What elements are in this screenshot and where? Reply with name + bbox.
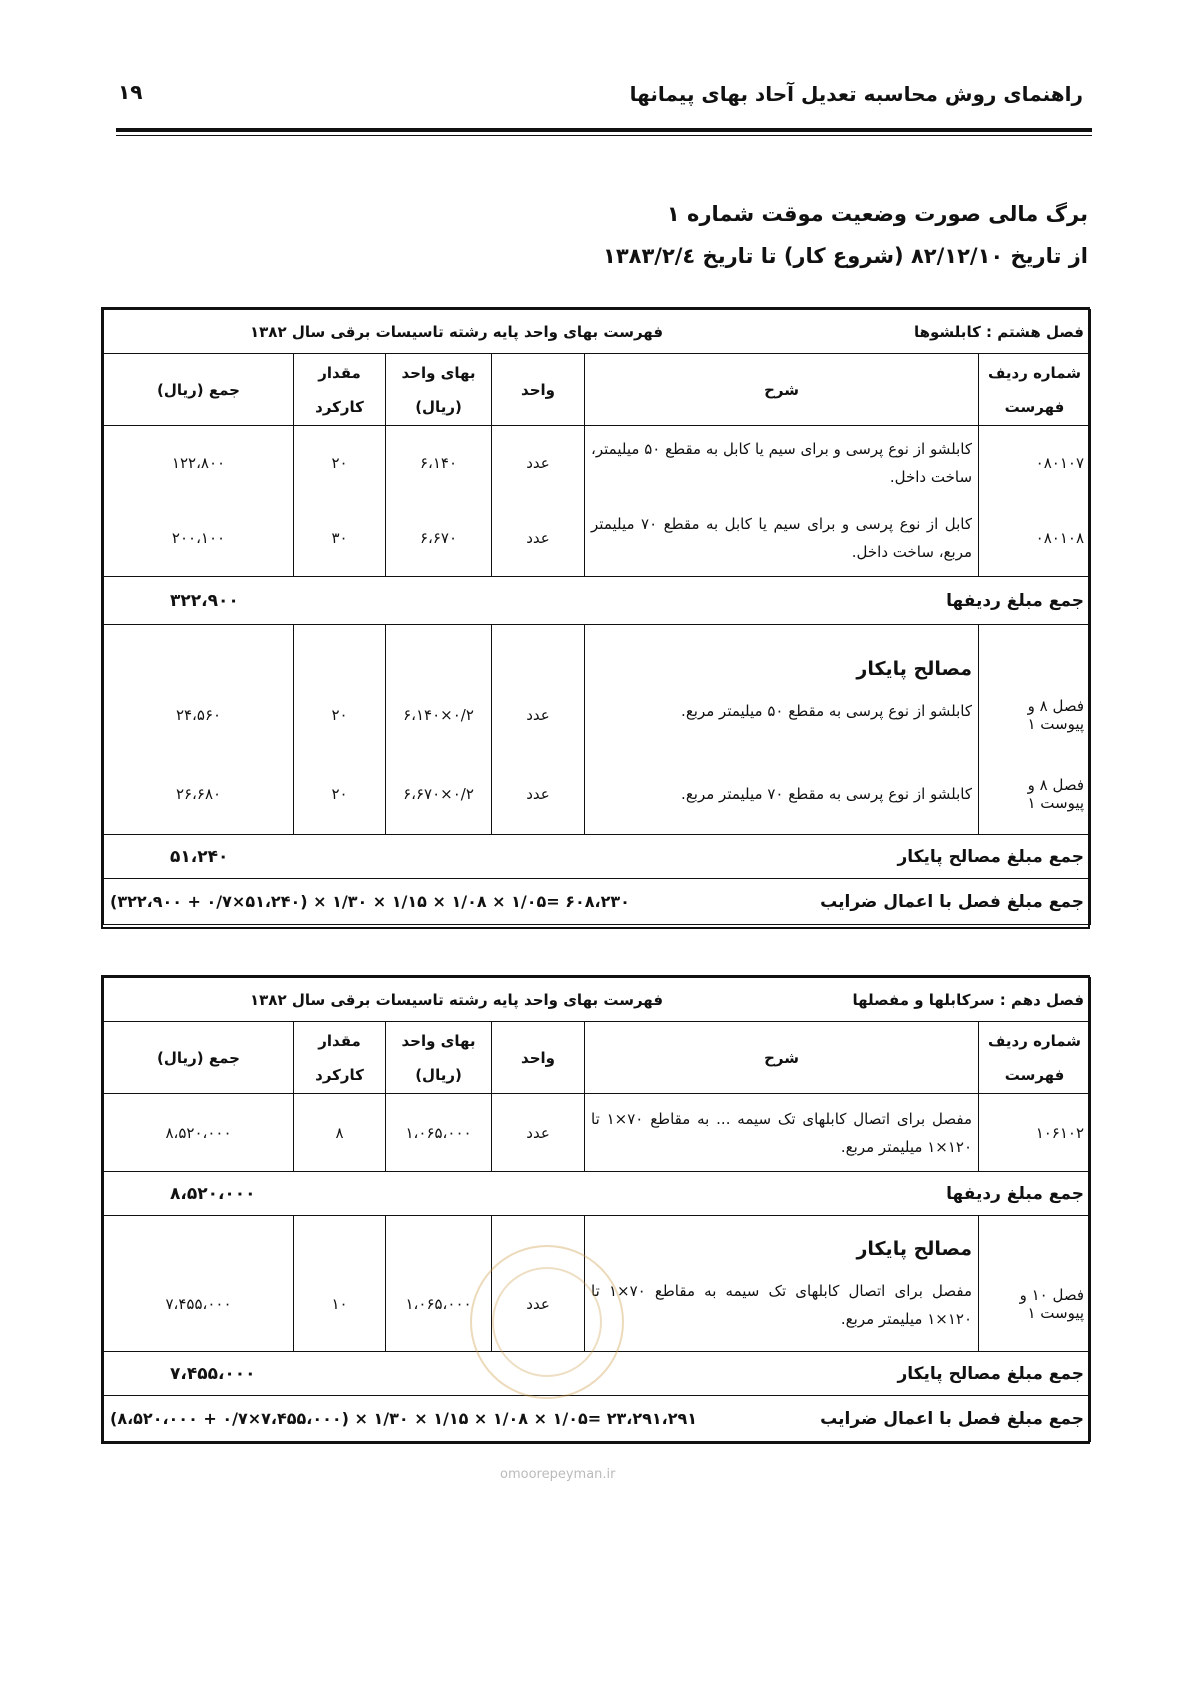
- cell-qty: ۳۰: [294, 501, 386, 577]
- sum-value: ۳۲۲،۹۰۰: [170, 590, 239, 611]
- cell-desc: [585, 1216, 979, 1352]
- table-row: [104, 426, 1091, 501]
- page-number: ۱۹: [118, 80, 143, 104]
- watermark-seal-icon: [470, 1245, 624, 1399]
- sum-row: [104, 577, 1091, 625]
- cell-desc: کابل از نوع پرسی و برای سیم یا کابل به مقطع ۷۰ میلیمتر مربع، ساخت داخل.: [585, 501, 979, 577]
- col-unit: واحد: [492, 354, 585, 426]
- materials-title: مصالح پایکار: [856, 657, 973, 680]
- cell-unit: عدد: [492, 1094, 585, 1172]
- chapter-header: [104, 310, 1091, 354]
- cell-price: ۱،۰۶۵،۰۰۰: [386, 1216, 492, 1352]
- col-total: جمع (ریال): [104, 354, 294, 426]
- cell-total: ۲۰۰،۱۰۰: [104, 501, 294, 577]
- cell-desc: مفصل برای اتصال کابلهای تک سیمه ... به مقاطع ۷۰×۱ تا ۱۲۰×۱ میلیمتر مربع.: [585, 1094, 979, 1172]
- sum-value: ۸،۵۲۰،۰۰۰: [170, 1183, 256, 1204]
- cell-row: فصل ۱۰ و پیوست ۱: [979, 1216, 1091, 1352]
- cell-row: فصل ۸ و پیوست ۱: [979, 625, 1091, 755]
- cell-qty: ۸: [294, 1094, 386, 1172]
- materials-sum-row: [104, 835, 1091, 879]
- sum-label: جمع مبلغ ردیفها: [946, 590, 1085, 611]
- col-price: بهای واحد (ریال): [386, 1022, 492, 1094]
- cell-price: ۶،۶۷۰: [386, 501, 492, 577]
- document-title: برگ مالی صورت وضعیت موقت شماره ۱: [666, 202, 1088, 226]
- cell-total: ۸،۵۲۰،۰۰۰: [104, 1094, 294, 1172]
- watermark-url: omoorepeyman.ir: [500, 1467, 616, 1482]
- adjusted-label: جمع مبلغ فصل با اعمال ضرایب: [820, 891, 1085, 912]
- cell-qty: ۱۰: [294, 1216, 386, 1352]
- cell-row: فصل ۸ و پیوست ۱: [979, 755, 1091, 835]
- adjusted-total-row: [104, 879, 1091, 925]
- cell-unit: عدد: [492, 501, 585, 577]
- price-list-title: فهرست بهای واحد پایه رشته تاسیسات برقی سال ۱۳۸۲: [250, 322, 664, 341]
- material-desc: مفصل برای اتصال کابلهای تک سیمه به مقاطع ۷۰×۱ تا ۱۲۰×۱ میلیمتر مربع.: [591, 1281, 973, 1328]
- cell-desc: کابلشو از نوع پرسی و برای سیم یا کابل به مقطع ۵۰ میلیمتر، ساخت داخل.: [585, 426, 979, 501]
- cell-total: ۲۴،۵۶۰: [104, 625, 294, 755]
- col-qty: مقدار کارکرد: [294, 1022, 386, 1094]
- cell-total: ۷،۴۵۵،۰۰۰: [104, 1216, 294, 1352]
- statement-sheet-chapter-8: [101, 307, 1090, 929]
- cell-row: ۰۸۰۱۰۸: [979, 501, 1091, 577]
- cell-unit: عدد: [492, 755, 585, 835]
- chapter-title: فصل دهم : سرکابلها و مفصلها: [852, 990, 1085, 1009]
- sum-label: جمع مبلغ ردیفها: [946, 1183, 1085, 1204]
- materials-sum-value: ۷،۴۵۵،۰۰۰: [170, 1363, 256, 1384]
- cell-desc: [585, 625, 979, 755]
- adjusted-label: جمع مبلغ فصل با اعمال ضرایب: [820, 1408, 1085, 1429]
- document-period: از تاریخ ۸۲/۱۲/۱۰ (شروع کار) تا تاریخ ۱۳۸۳/۲/٤: [603, 244, 1088, 268]
- table-row: [104, 501, 1091, 577]
- cell-qty: ۲۰: [294, 755, 386, 835]
- price-list-title: فهرست بهای واحد پایه رشته تاسیسات برقی سال ۱۳۸۲: [250, 990, 664, 1009]
- cell-total: ۲۶،۶۸۰: [104, 755, 294, 835]
- cell-row: ۱۰۶۱۰۲: [979, 1094, 1091, 1172]
- column-header-row: [104, 1022, 1091, 1094]
- adjusted-value: (۸،۵۲۰،۰۰۰ + ۰/۷×۷،۴۵۵،۰۰۰) × ۱/۳۰ × ۱/۱۵ × ۱/۰۸ × ۱/۰۵= ۲۳،۲۹۱،۲۹۱: [110, 1408, 697, 1428]
- cell-qty: ۲۰: [294, 426, 386, 501]
- col-price: بهای واحد (ریال): [386, 354, 492, 426]
- chapter-header: [104, 978, 1091, 1022]
- header-rule: [116, 128, 1092, 132]
- col-qty: مقدار کارکرد: [294, 354, 386, 426]
- cell-price: ۰/۲×۶،۱۴۰: [386, 625, 492, 755]
- cell-price: ۱،۰۶۵،۰۰۰: [386, 1094, 492, 1172]
- col-total: جمع (ریال): [104, 1022, 294, 1094]
- cell-price: ۰/۲×۶،۶۷۰: [386, 755, 492, 835]
- running-title: راهنمای روش محاسبه تعدیل آحاد بهای پیمانها: [629, 82, 1083, 106]
- chapter-title: فصل هشتم : کابلشوها: [913, 322, 1085, 341]
- materials-sum-label: جمع مبلغ مصالح پایکار: [897, 846, 1085, 867]
- statement-table: [103, 309, 1091, 925]
- cell-qty: ۲۰: [294, 625, 386, 755]
- materials-sum-label: جمع مبلغ مصالح پایکار: [897, 1363, 1085, 1384]
- header-rule-thin: [116, 135, 1092, 136]
- col-row: شماره ردیف فهرست: [979, 354, 1091, 426]
- col-desc: شرح: [585, 1022, 979, 1094]
- table-row: [104, 625, 1091, 755]
- cell-unit: عدد: [492, 426, 585, 501]
- cell-unit: عدد: [492, 1216, 585, 1352]
- column-header-row: [104, 354, 1091, 426]
- cell-total: ۱۲۲،۸۰۰: [104, 426, 294, 501]
- cell-desc: کابلشو از نوع پرسی به مقطع ۷۰ میلیمتر مربع.: [585, 755, 979, 835]
- materials-sum-value: ۵۱،۲۴۰: [170, 846, 229, 867]
- col-row: شماره ردیف فهرست: [979, 1022, 1091, 1094]
- cell-row: ۰۸۰۱۰۷: [979, 426, 1091, 501]
- table-row: [104, 755, 1091, 835]
- table-row: [104, 1094, 1091, 1172]
- sum-row: [104, 1172, 1091, 1216]
- col-desc: شرح: [585, 354, 979, 426]
- cell-unit: عدد: [492, 625, 585, 755]
- adjusted-value: (۳۲۲،۹۰۰ + ۰/۷×۵۱،۲۴۰) × ۱/۳۰ × ۱/۱۵ × ۱/۰۸ × ۱/۰۵= ۶۰۸،۲۳۰: [110, 891, 630, 911]
- materials-title: مصالح پایکار: [856, 1237, 973, 1260]
- adjusted-total-row: [104, 1396, 1091, 1442]
- cell-price: ۶،۱۴۰: [386, 426, 492, 501]
- material-desc: کابلشو از نوع پرسی به مقطع ۵۰ میلیمتر مربع.: [681, 701, 973, 720]
- col-unit: واحد: [492, 1022, 585, 1094]
